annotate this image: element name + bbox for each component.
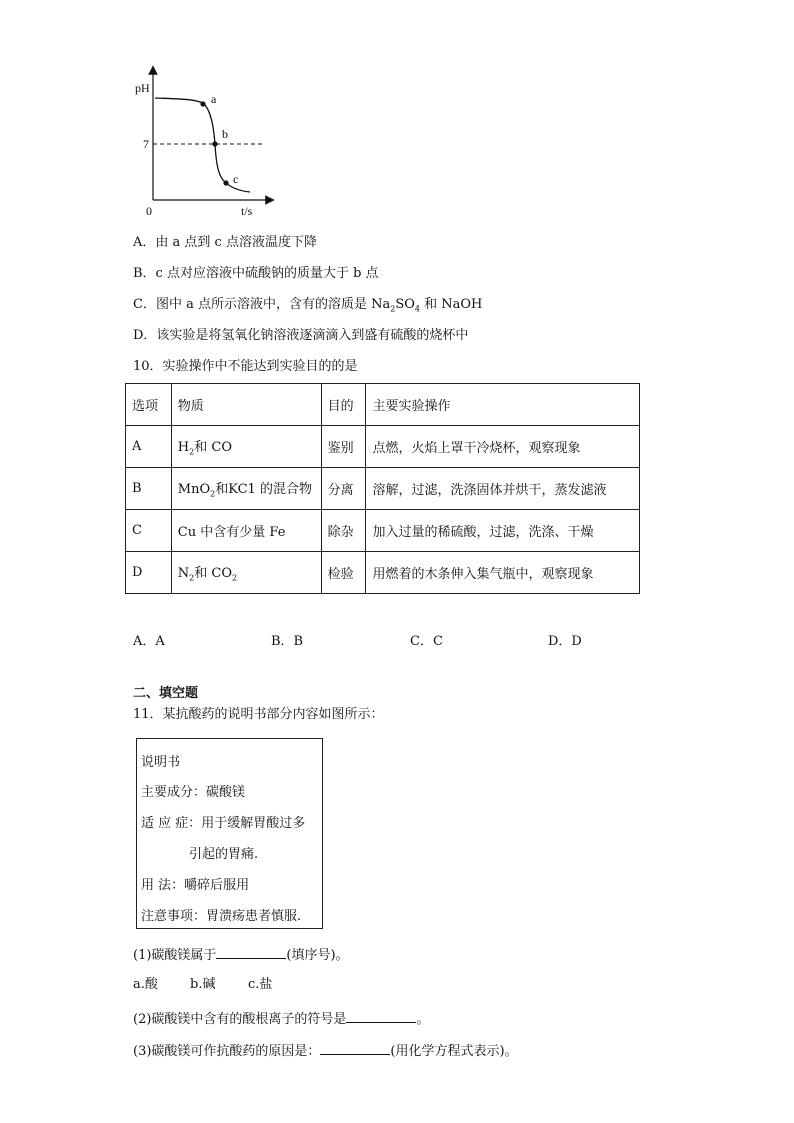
q9-option-b: B．c 点对应溶液中硫酸钠的质量大于 b 点 [133, 266, 379, 281]
row-operation: 加入过量的稀硫酸，过滤，洗涤、干燥 [366, 510, 640, 552]
substance-text: N [177, 566, 190, 582]
manual-usage: 用 法：嚼碎后服用 [141, 878, 250, 893]
q11-sub3 [133, 1042, 518, 1058]
manual-note: 注意事项：胃溃疡患者慎服. [141, 909, 302, 924]
row-option: C [126, 510, 172, 552]
substance-text: MnO [177, 482, 211, 498]
row-goal: 检验 [321, 552, 366, 594]
q10-table [125, 383, 640, 594]
substance-subscript-2: 2 [232, 573, 238, 583]
choice-d: D．D [548, 634, 582, 649]
row-operation: 溶解，过滤，洗涤固体并烘干，蒸发滤液 [366, 468, 640, 510]
x-axis-label: t/s [241, 204, 253, 218]
table-row [126, 552, 640, 594]
choice-acid: a.酸 [133, 977, 158, 992]
table-row [126, 510, 640, 552]
sub1-answer-blank[interactable] [216, 946, 286, 959]
row-option: B [126, 468, 172, 510]
sub2-text-post: 。 [416, 1012, 430, 1027]
manual-indication: 适 应 症：用于缓解胃酸过多 [141, 816, 306, 831]
section-heading: 二、填空题 [133, 686, 199, 701]
row-option: A [126, 426, 172, 468]
sub2-text: (2)碳酸镁中含有的酸根离子的符号是 [133, 1012, 347, 1027]
row-substance [171, 426, 321, 468]
point-b-marker [212, 141, 217, 146]
substance-text: H [177, 440, 190, 456]
row-operation: 用燃着的木条伸入集气瓶中，观察现象 [366, 552, 640, 594]
substance-subscript: 2 [189, 573, 195, 583]
choice-a: A．A [133, 634, 165, 649]
choice-c: C．C [410, 634, 443, 649]
row-operation: 点燃，火焰上罩干冷烧杯，观察现象 [366, 426, 640, 468]
choice-b: B．B [271, 634, 304, 649]
q9-option-c-suffix: 和 NaOH [420, 297, 483, 312]
substance-subscript: 2 [210, 489, 216, 499]
q11-sub1 [133, 946, 349, 962]
origin-label: 0 [146, 204, 152, 218]
sub3-text-post: (用化学方程式表示)。 [390, 1044, 518, 1059]
q9-option-c-mid: SO [395, 297, 415, 312]
row-goal: 除杂 [321, 510, 366, 552]
q9-option-d: D．该实验是将氢氧化钠溶液逐滴滴入到盛有硫酸的烧杯中 [133, 328, 469, 343]
q10-choices [0, 635, 794, 651]
manual-title: 说明书 [141, 755, 181, 770]
header-goal: 目的 [321, 384, 366, 426]
q9-option-c-sub1: 2 [390, 304, 396, 314]
point-b-label: b [222, 127, 228, 141]
q11-sub2 [133, 1010, 429, 1026]
row-goal: 鉴别 [321, 426, 366, 468]
sub1-text: (1)碳酸镁属于 [133, 948, 217, 963]
y-axis-label: pH [135, 81, 150, 95]
sub1-text-post: (填序号)。 [286, 948, 349, 963]
q11-sub1-choices [0, 978, 794, 994]
manual-ingredient: 主要成分：碳酸镁 [141, 785, 246, 800]
substance-text-post: 和 CO [194, 440, 232, 456]
q9-option-c [133, 298, 482, 314]
header-substance: 物质 [171, 384, 321, 426]
point-c-label: c [233, 172, 239, 186]
choice-salt: c.盐 [248, 977, 273, 992]
substance-text-post: 和 CO [194, 566, 233, 582]
table-header-row [126, 384, 640, 426]
instruction-manual-box [136, 738, 323, 929]
manual-indication-cont: 引起的胃痛. [189, 847, 259, 862]
point-a-marker [200, 101, 205, 106]
row-option: D [126, 552, 172, 594]
row-substance [171, 468, 321, 510]
substance-subscript: 2 [189, 447, 195, 457]
q9-option-c-sub2: 4 [414, 304, 420, 314]
sub3-answer-blank[interactable] [320, 1042, 390, 1055]
row-substance [171, 552, 321, 594]
table-row [126, 426, 640, 468]
point-a-label: a [211, 92, 217, 106]
q9-option-a: A．由 a 点到 c 点溶液温度下降 [133, 235, 317, 250]
ph7-label: 7 [143, 137, 149, 151]
q10-stem: 10．实验操作中不能达到实验目的的是 [133, 359, 358, 374]
ph-curve-graph [120, 62, 270, 222]
row-substance: Cu 中含有少量 Fe [171, 510, 321, 552]
q11-stem: 11．某抗酸药的说明书部分内容如图所示： [133, 707, 384, 722]
sub3-text: (3)碳酸镁可作抗酸药的原因是： [133, 1044, 321, 1059]
header-option: 选项 [126, 384, 172, 426]
choice-base: b.碱 [190, 977, 216, 992]
table-row [126, 468, 640, 510]
row-goal: 分离 [321, 468, 366, 510]
q9-option-c-prefix: C．图中 a 点所示溶液中，含有的溶质是 Na [133, 297, 391, 312]
sub2-answer-blank[interactable] [346, 1010, 416, 1023]
header-operation: 主要实验操作 [366, 384, 640, 426]
point-c-marker [223, 180, 228, 185]
substance-text-post: 和KC1 的混合物 [215, 482, 312, 498]
